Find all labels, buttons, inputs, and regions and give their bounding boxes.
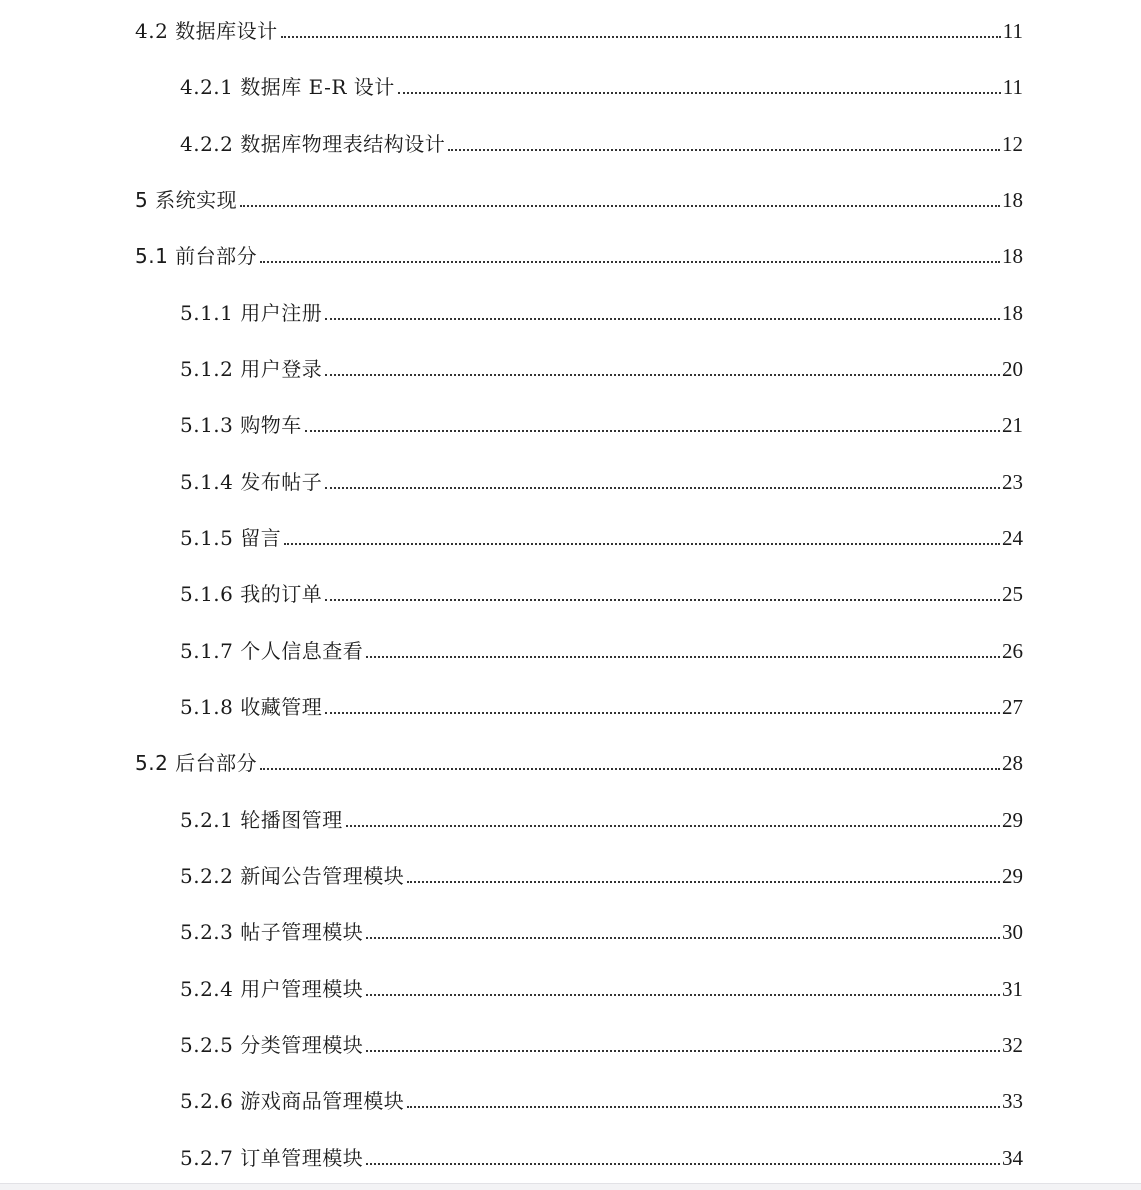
toc-page-number: 12: [1002, 132, 1023, 156]
toc-entry-label: 5.1 前台部分: [135, 244, 258, 268]
toc-page-number: 27: [1002, 695, 1023, 719]
dot-leader: [284, 543, 1000, 545]
toc-entry-label: 5 系统实现: [135, 188, 238, 212]
dot-leader: [240, 205, 1000, 207]
toc-page-number: 33: [1002, 1089, 1023, 1113]
toc-entry-label: 4.2 数据库设计: [135, 19, 278, 43]
dot-leader: [407, 1106, 1000, 1108]
dot-leader: [366, 994, 1000, 996]
toc-entry-5-1-4[interactable]: [180, 464, 1023, 494]
dot-leader: [325, 599, 1000, 601]
toc-entry-label: 5.2.4 用户管理模块: [180, 977, 364, 1001]
toc-page-number: 32: [1002, 1033, 1023, 1057]
toc-entry-5-2-1[interactable]: [180, 802, 1023, 832]
toc-page-number: 29: [1002, 808, 1023, 832]
toc-entry-label: 4.2.2 数据库物理表结构设计: [180, 132, 446, 156]
dot-leader: [260, 768, 1000, 770]
toc-entry-4-2[interactable]: [135, 13, 1023, 43]
toc-entry-label: 5.1.5 留言: [180, 526, 282, 550]
toc-entry-5-1-2[interactable]: [180, 351, 1023, 381]
toc-page-number: 23: [1002, 470, 1023, 494]
toc-entry-label: 5.2.1 轮播图管理: [180, 808, 343, 832]
toc-entry-4-2-1[interactable]: [180, 69, 1023, 99]
toc-page-number: 30: [1002, 920, 1023, 944]
toc-entry-4-2-2[interactable]: [180, 126, 1023, 156]
toc-page-number: 11: [1002, 19, 1023, 43]
dot-leader: [281, 36, 1001, 38]
toc-entry-5-2-6[interactable]: [180, 1083, 1023, 1113]
toc-entry-label: 5.1.7 个人信息查看: [180, 639, 364, 663]
toc-entry-label: 5.1.8 收藏管理: [180, 695, 323, 719]
dot-leader: [260, 261, 1000, 263]
toc-entry-5[interactable]: [135, 182, 1023, 212]
toc-entry-label: 5.1.1 用户注册: [180, 301, 323, 325]
toc-page-number: 11: [1002, 75, 1023, 99]
toc-page-number: 21: [1002, 413, 1023, 437]
toc-page-number: 28: [1002, 751, 1023, 775]
toc-entry-5-1-1[interactable]: [180, 295, 1023, 325]
toc-entry-label: 5.2.3 帖子管理模块: [180, 920, 364, 944]
toc-entry-label: 4.2.1 数据库 E-R 设计: [180, 75, 395, 99]
dot-leader: [346, 825, 1000, 827]
toc-entry-label: 5.2.6 游戏商品管理模块: [180, 1089, 405, 1113]
toc-page-number: 26: [1002, 639, 1023, 663]
dot-leader: [325, 487, 1000, 489]
dot-leader: [325, 374, 1000, 376]
toc-page-number: 20: [1002, 357, 1023, 381]
toc-entry-5-1-8[interactable]: [180, 689, 1023, 719]
toc-entry-5-1-5[interactable]: [180, 520, 1023, 550]
toc-entry-label: 5.1.6 我的订单: [180, 582, 323, 606]
toc-page-number: 24: [1002, 526, 1023, 550]
toc-page-number: 34: [1002, 1146, 1023, 1170]
toc-entry-label: 5.2 后台部分: [135, 751, 258, 775]
toc-page-number: 31: [1002, 977, 1023, 1001]
toc-entry-label: 5.1.2 用户登录: [180, 357, 323, 381]
dot-leader: [366, 1050, 1000, 1052]
toc-page-number: 18: [1002, 244, 1023, 268]
toc-entry-label: 5.2.5 分类管理模块: [180, 1033, 364, 1057]
toc-entry-5-2-7[interactable]: [180, 1140, 1023, 1170]
toc-entry-5-1[interactable]: [135, 238, 1023, 268]
toc-page-number: 18: [1002, 301, 1023, 325]
toc-entry-label: 5.1.4 发布帖子: [180, 470, 323, 494]
toc-page-number: 25: [1002, 582, 1023, 606]
toc-page-number: 18: [1002, 188, 1023, 212]
toc-entry-5-2-5[interactable]: [180, 1027, 1023, 1057]
dot-leader: [366, 1163, 1000, 1165]
dot-leader: [325, 712, 1000, 714]
dot-leader: [366, 937, 1000, 939]
toc-entry-5-2-4[interactable]: [180, 971, 1023, 1001]
dot-leader: [366, 656, 1000, 658]
toc-entry-label: 5.2.2 新闻公告管理模块: [180, 864, 405, 888]
toc-page-number: 29: [1002, 864, 1023, 888]
dot-leader: [305, 430, 1000, 432]
dot-leader: [448, 149, 1000, 151]
toc-entry-5-1-6[interactable]: [180, 576, 1023, 606]
toc-entry-5-1-3[interactable]: [180, 407, 1023, 437]
dot-leader: [398, 92, 1001, 94]
dot-leader: [325, 318, 1000, 320]
toc-entry-label: 5.2.7 订单管理模块: [180, 1146, 364, 1170]
toc-entry-5-2-3[interactable]: [180, 914, 1023, 944]
toc-entry-label: 5.1.3 购物车: [180, 413, 302, 437]
toc-entry-5-1-7[interactable]: [180, 633, 1023, 663]
dot-leader: [407, 881, 1000, 883]
toc-entry-5-2-2[interactable]: [180, 858, 1023, 888]
toc-entry-5-2[interactable]: [135, 745, 1023, 775]
